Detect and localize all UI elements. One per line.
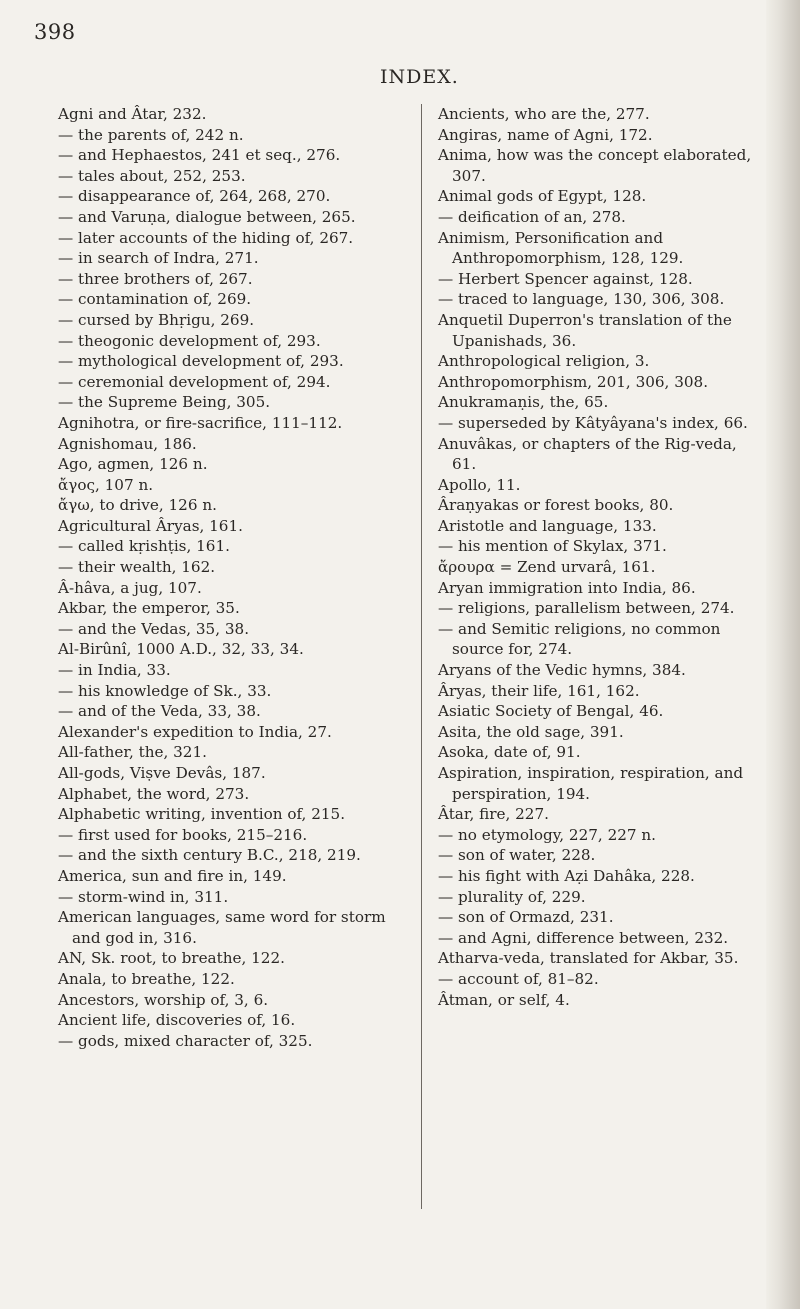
running-title: INDEX. [380, 66, 459, 88]
index-entry: — plurality of, 229. [438, 887, 586, 906]
index-entry: — traced to language, 130, 306, 308. [438, 290, 725, 309]
index-entry: — the parents of, 242 n. [58, 125, 244, 144]
index-entry: Anthropological religion, 3. [438, 352, 650, 371]
index-entry: Asoka, date of, 91. [438, 743, 581, 762]
index-entry: — and Semitic religions, no common source for, 274. [438, 619, 721, 659]
index-entry: Âtar, fire, 227. [438, 805, 549, 824]
index-entry: Âraṇyakas or forest books, 80. [438, 496, 674, 515]
index-entry: Â-hâva, a jug, 107. [58, 578, 202, 597]
index-entry: — and of the Veda, 33, 38. [58, 702, 261, 721]
index-entry: — and the sixth century B.C., 218, 219. [58, 846, 361, 865]
index-entry: Anala, to breathe, 122. [58, 969, 235, 988]
index-entry: ἄγος, 107 n. [58, 475, 154, 494]
index-entry: Alphabet, the word, 273. [58, 784, 250, 803]
index-entry: Animism, Personification and Anthropomorphism, 128, 129. [438, 228, 684, 268]
index-entry: Aryans of the Vedic hymns, 384. [438, 661, 686, 680]
index-entry: — deification of an, 278. [438, 207, 626, 226]
index-entry: — later accounts of the hiding of, 267. [58, 228, 354, 247]
index-entry: Apollo, 11. [438, 475, 521, 494]
index-entry: — his fight with Aẓi Dahâka, 228. [438, 866, 695, 885]
index-entry: Atharva-veda, translated for Akbar, 35. [438, 949, 739, 968]
index-entry: Anquetil Duperron's translation of the Upanishads, 36. [438, 310, 732, 350]
index-entry: AN, Sk. root, to breathe, 122. [58, 949, 285, 968]
index-entry: — mythological development of, 293. [58, 352, 344, 371]
index-column-right [438, 104, 764, 1010]
index-entry: Ancients, who are the, 277. [438, 105, 650, 123]
index-entry: — cursed by Bhṛigu, 269. [58, 310, 255, 329]
index-entry: — and the Vedas, 35, 38. [58, 619, 250, 638]
index-entry: Aristotle and language, 133. [438, 516, 657, 535]
index-entry: Âtman, or self, 4. [438, 990, 570, 1009]
index-entry: Asita, the old sage, 391. [438, 722, 624, 741]
index-entry: — son of water, 228. [438, 846, 596, 865]
index-entry: Agricultural Âryas, 161. [58, 516, 243, 535]
index-entry: Agnishomau, 186. [58, 434, 197, 453]
index-entry: Âryas, their life, 161, 162. [438, 681, 640, 700]
index-entry: — the Supreme Being, 305. [58, 393, 271, 412]
index-entry: — theogonic development of, 293. [58, 331, 321, 350]
index-entry: Ancestors, worship of, 3, 6. [58, 990, 269, 1009]
index-entry: — called kṛishṭis, 161. [58, 537, 230, 556]
column-divider [421, 104, 422, 1209]
index-entry: — superseded by Kâtyâyana's index, 66. [438, 413, 748, 432]
index-entry: America, sun and fire in, 149. [58, 866, 287, 885]
index-entry: ἄρουρα = Zend urvarâ, 161. [438, 558, 656, 577]
index-column-left [58, 104, 400, 1051]
index-entry: Al-Birûnî, 1000 A.D., 32, 33, 34. [58, 640, 304, 659]
index-entry: — account of, 81–82. [438, 969, 599, 988]
index-entry: — storm-wind in, 311. [58, 887, 229, 906]
index-entry: — religions, parallelism between, 274. [438, 599, 735, 618]
index-entry: — and Hephaestos, 241 et seq., 276. [58, 146, 341, 165]
index-entry: American languages, same word for storm and god in, 316. [58, 908, 386, 947]
index-entry: — contamination of, 269. [58, 290, 252, 309]
index-entry: — in search of Indra, 271. [58, 249, 259, 268]
index-entry: — and Varuṇa, dialogue between, 265. [58, 207, 356, 226]
page-number: 398 [34, 20, 76, 44]
index-entry: — his mention of Skylax, 371. [438, 537, 667, 556]
index-entry: — three brothers of, 267. [58, 269, 253, 288]
index-entry: Anukramaṇis, the, 65. [438, 393, 609, 412]
index-entry: Aspiration, inspiration, respiration, and perspiration, 194. [438, 764, 744, 803]
index-entry: Asiatic Society of Bengal, 46. [438, 702, 664, 721]
index-entry: Angiras, name of Agni, 172. [438, 125, 653, 144]
index-entry: — Herbert Spencer against, 128. [438, 269, 693, 288]
index-entry: — gods, mixed character of, 325. [58, 1031, 313, 1050]
index-entry: All-gods, Viṣve Devâs, 187. [58, 764, 266, 782]
index-entry: ἄγω, to drive, 126 n. [58, 496, 217, 515]
index-entry: Anuvâkas, or chapters of the Rig-veda, 61. [438, 434, 737, 474]
index-entry: Aryan immigration into India, 86. [438, 578, 696, 597]
index-entry: Ago, agmen, 126 n. [58, 455, 208, 474]
index-entry: — ceremonial development of, 294. [58, 372, 331, 391]
index-entry: Alexander's expedition to India, 27. [58, 722, 332, 741]
index-entry: Alphabetic writing, invention of, 215. [58, 805, 346, 824]
index-entry: — first used for books, 215–216. [58, 825, 308, 844]
index-entry: — and Agni, difference between, 232. [438, 928, 729, 947]
index-entry: — in India, 33. [58, 661, 171, 680]
index-entry: — his knowledge of Sk., 33. [58, 681, 272, 700]
index-entry: Animal gods of Egypt, 128. [438, 187, 647, 206]
index-entry: All-father, the, 321. [58, 743, 207, 762]
index-entry: Akbar, the emperor, 35. [58, 599, 240, 618]
index-entry: Anima, how was the concept elaborated, 307. [438, 146, 752, 185]
index-entry: — their wealth, 162. [58, 558, 216, 577]
page-edge-shadow [766, 0, 800, 1309]
index-entry: — disappearance of, 264, 268, 270. [58, 187, 331, 206]
index-entry: Anthropomorphism, 201, 306, 308. [438, 372, 709, 391]
index-entry: — son of Ormazd, 231. [438, 908, 614, 927]
index-entry: Agnihotra, or fire-sacrifice, 111–112. [58, 413, 343, 432]
index-entry: Agni and Âtar, 232. [58, 105, 207, 123]
index-entry: Ancient life, discoveries of, 16. [58, 1011, 296, 1030]
index-entry: — no etymology, 227, 227 n. [438, 825, 656, 844]
index-entry: — tales about, 252, 253. [58, 166, 246, 185]
